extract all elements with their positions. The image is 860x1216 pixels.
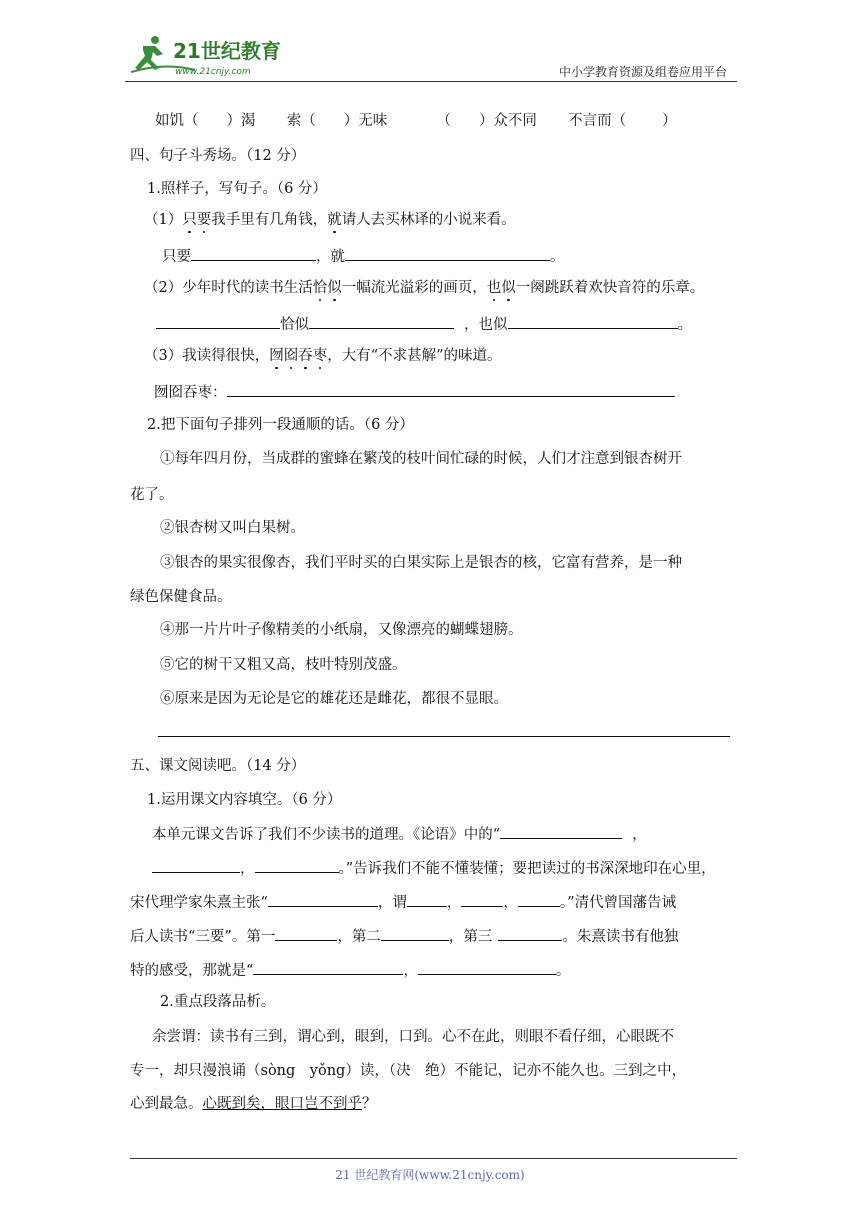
- answer-blank[interactable]: [518, 892, 560, 907]
- q4-2-item-1: ①每年四月份，当成群的蜜蜂在繁茂的枝叶间忙碌的时候，人们才注意到银杏树开: [160, 451, 682, 467]
- q4-1-1-answer: 只要 ，就 。: [162, 246, 565, 267]
- answer-blank[interactable]: [498, 926, 562, 941]
- answer-blank[interactable]: [253, 960, 403, 975]
- answer-blank[interactable]: [156, 314, 280, 329]
- q4-1-2-sentence: （2）少年时代的读书生活恰似一幅流光溢彩的画页，也似一阕跳跃着欢快音符的乐章。: [144, 280, 705, 296]
- q4-1-3-answer: 囫囵吞枣：: [154, 382, 675, 403]
- q4-1-3-sentence: （3）我读得很快，囫囵吞枣，大有“不求甚解”的味道。: [144, 348, 502, 364]
- q5-1-line-3: 宋代理学家朱熹主张“ ，谓 ， ， 。”清代曾国藩告诫: [130, 892, 676, 913]
- reading-passage-line-2: 专一，却只漫浪诵（sòng yǒng）读，（决 绝）不能记，记亦不能久也。三到之中，: [130, 1063, 687, 1079]
- reading-passage-line-3: 心到最急。心既到矣，眼口岂不到乎？: [130, 1096, 377, 1112]
- q4-2-item-3-cont: 绿色保健食品。: [130, 589, 232, 605]
- q5-1-line-1: 本单元课文告诉了我们不少读书的道理。《论语》中的“ ，: [152, 824, 647, 845]
- site-logo: [125, 32, 290, 78]
- q4-2-item-6: ⑥原来是因为无论是它的雄花还是雌花，都很不显眼。: [160, 691, 508, 707]
- page-header: [125, 30, 737, 82]
- section-4-title: 四、句子斗秀场。（12 分）: [130, 148, 306, 164]
- q4-2-heading: 2.把下面句子排列一段通顺的话。（6 分）: [147, 417, 414, 433]
- footer-divider: [130, 1158, 737, 1159]
- q5-1-line-4: 后人读书“三要”。第一 ，第二 ，第三 。朱熹读书有他独: [130, 926, 678, 947]
- logo-text: 21世纪教育: [173, 39, 281, 63]
- section-5-title: 五、课文阅读吧。（14 分）: [130, 758, 306, 774]
- answer-blank[interactable]: [268, 892, 378, 907]
- q5-1-line-5: 特的感受，那就是“ ， 。: [130, 960, 570, 981]
- answer-blank[interactable]: [227, 382, 675, 397]
- q4-2-item-2: ②银杏树又叫白果树。: [160, 520, 305, 536]
- q4-2-item-4: ④那一片片叶子像精美的小纸扇，又像漂亮的蝴蝶翅膀。: [160, 622, 523, 638]
- answer-blank[interactable]: [500, 824, 622, 839]
- logo-url: www.21cnjy.com: [175, 67, 251, 77]
- q4-1-1-sentence: （1）只要我手里有几角钱，就请人去买林译的小说来看。: [144, 212, 516, 228]
- q5-2-heading: 2.重点段落品析。: [160, 994, 276, 1010]
- answer-blank[interactable]: [345, 246, 550, 261]
- answer-blank[interactable]: [191, 246, 316, 261]
- q4-1-heading: 1.照样子，写句子。（6 分）: [147, 181, 327, 197]
- reading-passage-line-1: 余尝谓：读书有三到，谓心到，眼到，口到。心不在此，则眼不看仔细，心眼既不: [152, 1029, 674, 1045]
- answer-blank[interactable]: [275, 926, 337, 941]
- q4-2-item-3: ③银杏的果实很像杏，我们平时买的白果实际上是银杏的核，它富有营养，是一种: [160, 555, 682, 571]
- q4-1-2-answer: 恰似 ，也似 。: [156, 314, 692, 335]
- answer-blank[interactable]: [309, 314, 454, 329]
- answer-line[interactable]: [158, 736, 730, 737]
- q5-1-line-2: ， 。”告诉我们不能不懂装懂；要把读过的书深深地印在心里，: [152, 858, 716, 879]
- answer-blank[interactable]: [407, 892, 447, 907]
- q4-2-item-1-cont: 花了。: [130, 487, 174, 503]
- q5-1-heading: 1.运用课文内容填空。（6 分）: [147, 792, 342, 808]
- q4-2-item-5: ⑤它的树干又粗又高，枝叶特别茂盛。: [160, 657, 407, 673]
- header-platform-text: 中小学教育资源及组卷应用平台: [558, 65, 727, 79]
- underlined-sentence: 心既到矣，眼口岂不到乎: [202, 1096, 362, 1112]
- idiom-row: 如饥（ ）渴 索（ ）无味 （ ）众不同 不言而（ ）: [155, 113, 677, 129]
- answer-blank[interactable]: [381, 926, 449, 941]
- answer-blank[interactable]: [152, 858, 240, 873]
- answer-blank[interactable]: [461, 892, 503, 907]
- answer-blank[interactable]: [255, 858, 339, 873]
- footer-text: 21 世纪教育网(www.21cnjy.com): [335, 1168, 525, 1182]
- header-divider: [125, 81, 737, 82]
- answer-blank[interactable]: [508, 314, 678, 329]
- answer-blank[interactable]: [418, 960, 556, 975]
